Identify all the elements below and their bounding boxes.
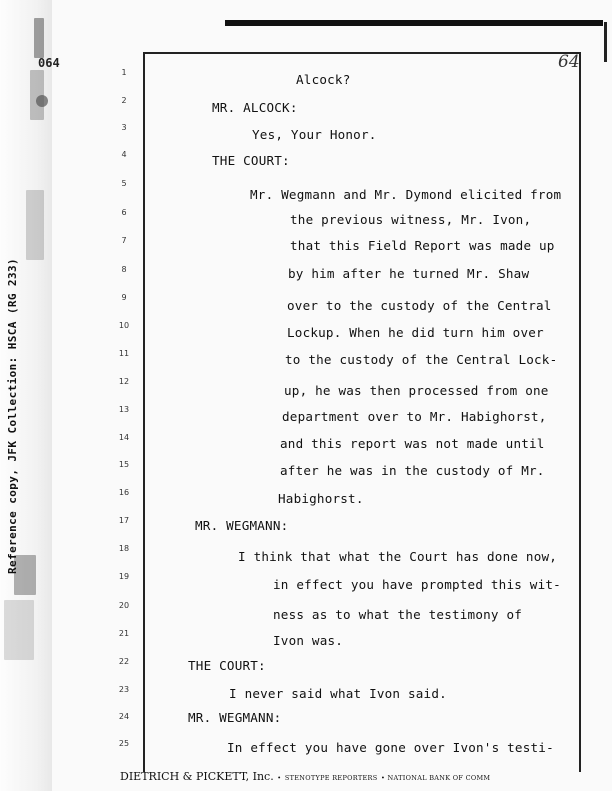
transcript-line: over to the custody of the Central [287, 298, 552, 313]
line-number: 22 [118, 657, 130, 666]
line-number: 16 [118, 488, 130, 497]
line-number: 9 [121, 293, 127, 302]
line-number: 5 [121, 179, 127, 188]
line-number: 6 [121, 208, 127, 217]
transcript-line: MR. WEGMANN: [195, 518, 289, 533]
footer [120, 770, 490, 783]
transcript-line: In effect you have gone over Ivon's testi- [227, 740, 554, 755]
scan-artifact [4, 600, 34, 660]
line-number: 14 [118, 433, 130, 442]
top-rule [225, 20, 603, 26]
transcript-line: Mr. Wegmann and Mr. Dymond elicited from [250, 187, 562, 202]
scan-artifact [26, 190, 44, 260]
footer-separator: • [277, 774, 282, 782]
line-number: 12 [118, 377, 130, 386]
line-number: 1 [121, 68, 127, 77]
line-number: 13 [118, 405, 130, 414]
transcript-line: that this Field Report was made up [290, 238, 555, 253]
line-number: 18 [118, 544, 130, 553]
transcript-line: up, he was then processed from one [284, 383, 549, 398]
transcript-line: the previous witness, Mr. Ivon, [290, 212, 532, 227]
transcript-line: THE COURT: [188, 658, 266, 673]
top-corner-rule [590, 22, 607, 62]
scan-artifact [34, 18, 44, 58]
page-number: 64 [558, 52, 580, 72]
transcript-line: I never said what Ivon said. [229, 686, 447, 701]
line-number: 23 [118, 685, 130, 694]
line-number: 17 [118, 516, 130, 525]
transcript-line: MR. WEGMANN: [188, 710, 282, 725]
transcript-line: I think that what the Court has done now, [238, 549, 558, 564]
line-number: 21 [118, 629, 130, 638]
reporter-firm: DIETRICH & PICKETT, Inc. [120, 770, 274, 783]
transcript-line: Lockup. When he did turn him over [287, 325, 544, 340]
scan-artifact [36, 95, 48, 107]
line-number: 4 [121, 150, 127, 159]
line-number: 19 [118, 572, 130, 581]
line-number: 3 [121, 123, 127, 132]
transcript-line: and this report was not made until [280, 436, 545, 451]
line-number: 20 [118, 601, 130, 610]
transcript-line: Yes, Your Honor. [252, 127, 377, 142]
reporter-address: • NATIONAL BANK OF COMM [380, 774, 491, 782]
reference-stamp: Reference copy, JFK Collection: HSCA (RG 233) [6, 257, 19, 574]
document-id: 064 [38, 56, 60, 70]
line-number: 24 [118, 712, 130, 721]
line-number: 8 [121, 265, 127, 274]
transcript-line: THE COURT: [212, 153, 290, 168]
transcript-line: ness as to what the testimony of [273, 607, 523, 622]
line-number: 11 [118, 349, 130, 358]
transcript-line: to the custody of the Central Lock- [285, 352, 558, 367]
line-number: 7 [121, 236, 127, 245]
transcript-line: after he was in the custody of Mr. [280, 463, 545, 478]
transcript-line: in effect you have prompted this wit- [273, 577, 561, 592]
transcript-line: Alcock? [296, 72, 351, 87]
line-number: 25 [118, 739, 130, 748]
transcript-line: by him after he turned Mr. Shaw [288, 266, 530, 281]
transcript-line: Habighorst. [278, 491, 364, 506]
transcript-line: MR. ALCOCK: [212, 100, 298, 115]
transcript-line: Ivon was. [273, 633, 344, 648]
reporter-service: STENOTYPE REPORTERS [284, 774, 378, 782]
line-number: 10 [118, 321, 130, 330]
transcript-line: department over to Mr. Habighorst, [282, 409, 547, 424]
line-number: 2 [121, 96, 127, 105]
line-number: 15 [118, 460, 130, 469]
